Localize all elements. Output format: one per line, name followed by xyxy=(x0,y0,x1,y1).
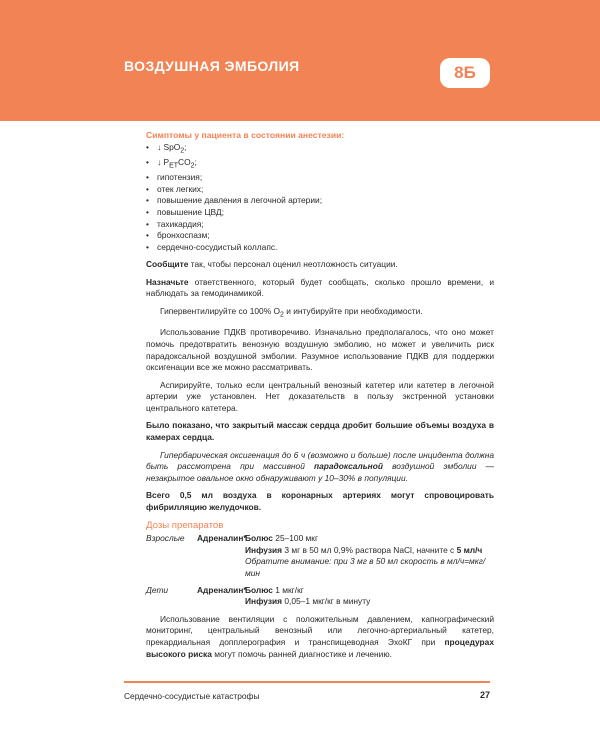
content xyxy=(146,130,494,660)
paragraph-assign: Назначьте ответственного, который будет сообщать, сколько прошло времени, и наблюдать за гемодинамикой. xyxy=(146,276,494,299)
paragraph-hyperventilate: Гипервентилируйте со 100% $O_2$ и интубируйте при необходимости. xyxy=(160,306,423,319)
footer-section-title: Сердечно-сосудистые катастрофы xyxy=(124,691,260,701)
list-item: • ↓ $P_{ET}CO_2$; xyxy=(146,157,494,172)
symptoms-list xyxy=(146,142,494,254)
paragraph-coronary-air: Всего 0,5 мл воздуха в коронарных артериях могут спровоцировать фибрилляцию желудочков. xyxy=(146,490,494,513)
footer-divider xyxy=(124,681,490,683)
doses-heading: Дозы препаратов xyxy=(146,519,224,531)
list-item: • повышение давления в легочной артерии; xyxy=(146,195,494,207)
drug-name: Адреналин* xyxy=(197,533,247,544)
page-title: ВОЗДУШНАЯ ЭМБОЛИЯ xyxy=(124,58,300,74)
list-item: • повышение ЦВД; xyxy=(146,207,494,219)
paragraph-aspirate: Аспирируйте, только если центральный венозный катетер или катетер в легочной артерии уже установлен. Нет доказательств в пользу экстренной установки центрального катетера. xyxy=(146,379,494,413)
list-item: • гипотензия; xyxy=(146,172,494,184)
dose-note: Обратите внимание: при 3 мг в 50 мл скорость в мл/ч=мкг/мин xyxy=(245,556,486,579)
dose-group-label: Дети xyxy=(146,584,169,595)
list-item: • отек легких; xyxy=(146,184,494,196)
arrow-down-icon: ↓ xyxy=(157,141,162,152)
drug-name: Адреналин* xyxy=(197,584,247,595)
chapter-badge: 8Б xyxy=(440,58,490,88)
list-item: • сердечно-сосудистый коллапс. xyxy=(146,242,494,254)
header-band xyxy=(0,0,600,121)
dose-adults: Взрослые Адреналин* Болюс 25–100 мкг Инфузия 3 мг в 50 мл 0,9% раствора NaCl, начните с 5 мл/ч Обратите внимание: при 3 мг в 50 мл скорость в мл/ч=мкг/мин xyxy=(146,533,494,579)
arrow-down-icon: ↓ xyxy=(157,156,162,167)
list-item: • ↓ SpO$_2$; xyxy=(146,142,494,157)
symptoms-heading: Симптомы у пациента в состоянии анестезии: xyxy=(146,130,345,140)
paragraph-communicate: Сообщите так, чтобы персонал оценил неотложность ситуации. xyxy=(146,259,398,270)
list-item: • бронхоспазм; xyxy=(146,230,494,242)
paragraph-hyperbaric: Гипербарическая оксигенация до 6 ч (возможно и больше) после инцидента должна быть рассмотрена при массивной парадоксальной воздушной эмболии — незакрытое овальное окно обнаруживают у 10–30% в популяции. xyxy=(146,449,494,483)
page-number: 27 xyxy=(479,690,490,700)
dose-children: Дети Адреналин* Болюс 1 мкг/кг Инфузия 0,05–1 мкг/кг в минуту xyxy=(146,584,371,607)
paragraph-peep: Использование ПДКВ противоречиво. Изначально предполагалось, что оно может помочь предотвратить венозную воздушную эмболию, но может и увеличить риск парадоксальной воздушной эмболии. Разумное использование ПДКВ для поддержки оксигенации все же можно рассматривать. xyxy=(146,327,494,373)
list-item: • тахикардия; xyxy=(146,219,494,231)
paragraph-cardiac-massage: Было показано, что закрытый массаж сердца дробит большие объемы воздуха в камерах сердца. xyxy=(146,420,494,443)
dose-group-label: Взрослые xyxy=(146,533,185,544)
paragraph-monitoring: Использование вентиляции с положительным давлением, капнографический мониторинг, центральный венозный или легочно-артериальный катетер, прекардиальная допплерография и транспищеводная ЭхоКГ при процедурах высокого риска могут помочь ранней диагностике и лечению. xyxy=(146,613,494,659)
